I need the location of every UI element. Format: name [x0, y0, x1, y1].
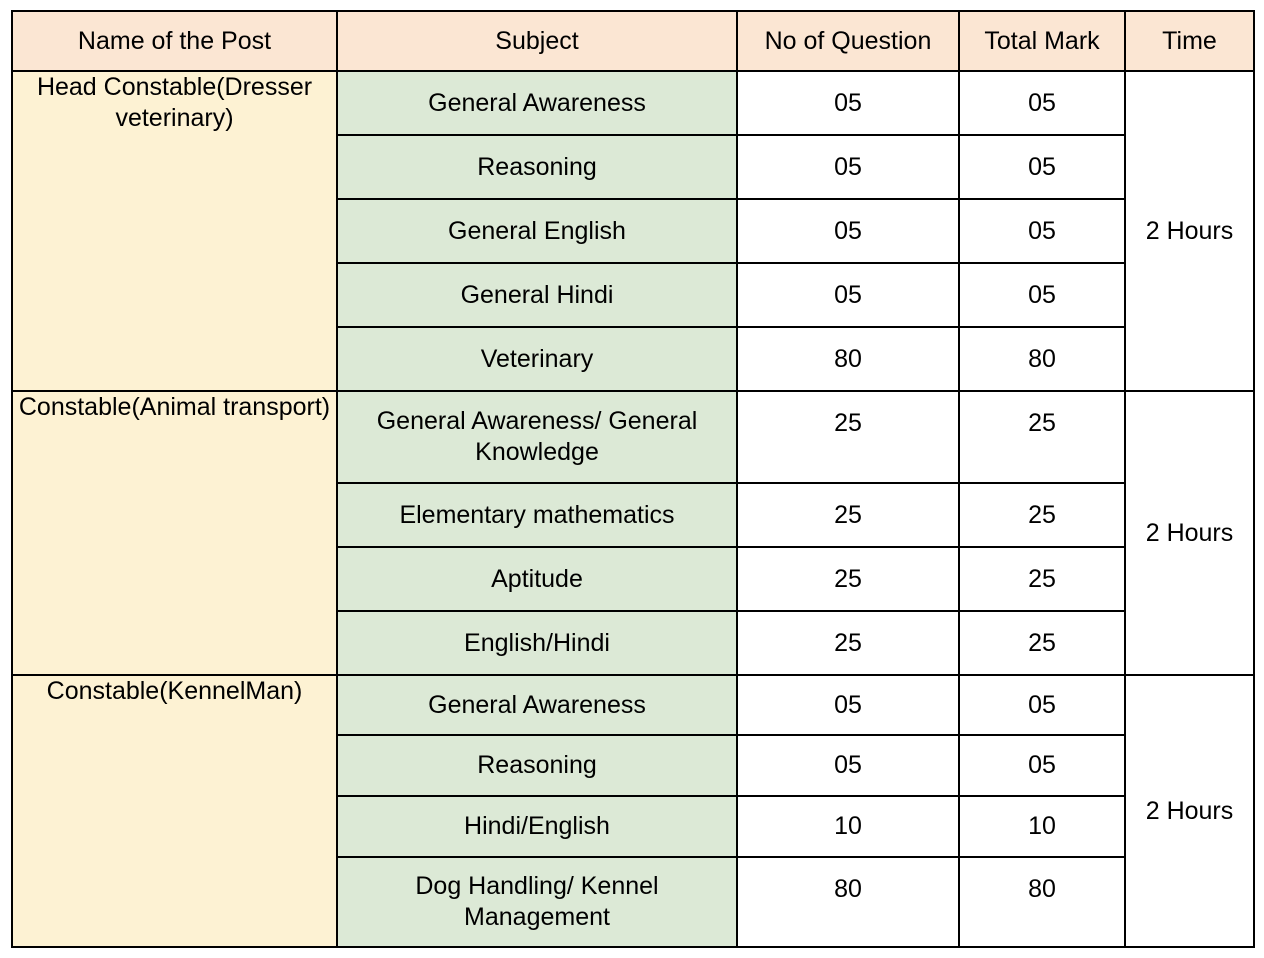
header-questions: No of Question — [737, 11, 959, 71]
subject-cell: General Awareness — [337, 675, 737, 735]
questions-cell: 25 — [737, 483, 959, 547]
marks-cell: 10 — [959, 796, 1125, 857]
subject-cell: Dog Handling/ Kennel Management — [337, 857, 737, 947]
questions-cell: 25 — [737, 611, 959, 675]
header-row — [12, 11, 1254, 71]
header-subject: Subject — [337, 11, 737, 71]
subject-cell: Hindi/English — [337, 796, 737, 857]
marks-cell: 05 — [959, 675, 1125, 735]
header-post: Name of the Post — [12, 11, 337, 71]
subject-cell: General English — [337, 199, 737, 263]
time-cell: 2 Hours — [1125, 391, 1254, 675]
time-cell: 2 Hours — [1125, 675, 1254, 947]
table-row — [12, 391, 1254, 483]
marks-cell: 25 — [959, 611, 1125, 675]
table-row — [12, 71, 1254, 135]
post-name-cell: Constable(Animal transport) — [12, 391, 337, 675]
questions-cell: 25 — [737, 547, 959, 611]
marks-cell: 05 — [959, 71, 1125, 135]
subject-cell: General Hindi — [337, 263, 737, 327]
table-row — [12, 675, 1254, 735]
exam-pattern-table — [11, 10, 1255, 948]
subject-cell: English/Hindi — [337, 611, 737, 675]
subject-cell: Elementary mathematics — [337, 483, 737, 547]
marks-cell: 25 — [959, 547, 1125, 611]
questions-cell: 05 — [737, 135, 959, 199]
marks-cell: 80 — [959, 857, 1125, 947]
subject-cell: General Awareness — [337, 71, 737, 135]
questions-cell: 25 — [737, 391, 959, 483]
questions-cell: 10 — [737, 796, 959, 857]
subject-cell: Veterinary — [337, 327, 737, 391]
time-cell: 2 Hours — [1125, 71, 1254, 391]
marks-cell: 25 — [959, 391, 1125, 483]
marks-cell: 25 — [959, 483, 1125, 547]
subject-cell: Reasoning — [337, 735, 737, 796]
header-marks: Total Mark — [959, 11, 1125, 71]
post-name-cell: Head Constable(Dresser veterinary) — [12, 71, 337, 391]
header-time: Time — [1125, 11, 1254, 71]
marks-cell: 05 — [959, 199, 1125, 263]
post-name-cell: Constable(KennelMan) — [12, 675, 337, 947]
marks-cell: 05 — [959, 735, 1125, 796]
questions-cell: 05 — [737, 71, 959, 135]
questions-cell: 05 — [737, 199, 959, 263]
marks-cell: 05 — [959, 135, 1125, 199]
questions-cell: 05 — [737, 735, 959, 796]
questions-cell: 80 — [737, 327, 959, 391]
marks-cell: 80 — [959, 327, 1125, 391]
subject-cell: General Awareness/ General Knowledge — [337, 391, 737, 483]
questions-cell: 80 — [737, 857, 959, 947]
questions-cell: 05 — [737, 675, 959, 735]
marks-cell: 05 — [959, 263, 1125, 327]
questions-cell: 05 — [737, 263, 959, 327]
subject-cell: Aptitude — [337, 547, 737, 611]
subject-cell: Reasoning — [337, 135, 737, 199]
